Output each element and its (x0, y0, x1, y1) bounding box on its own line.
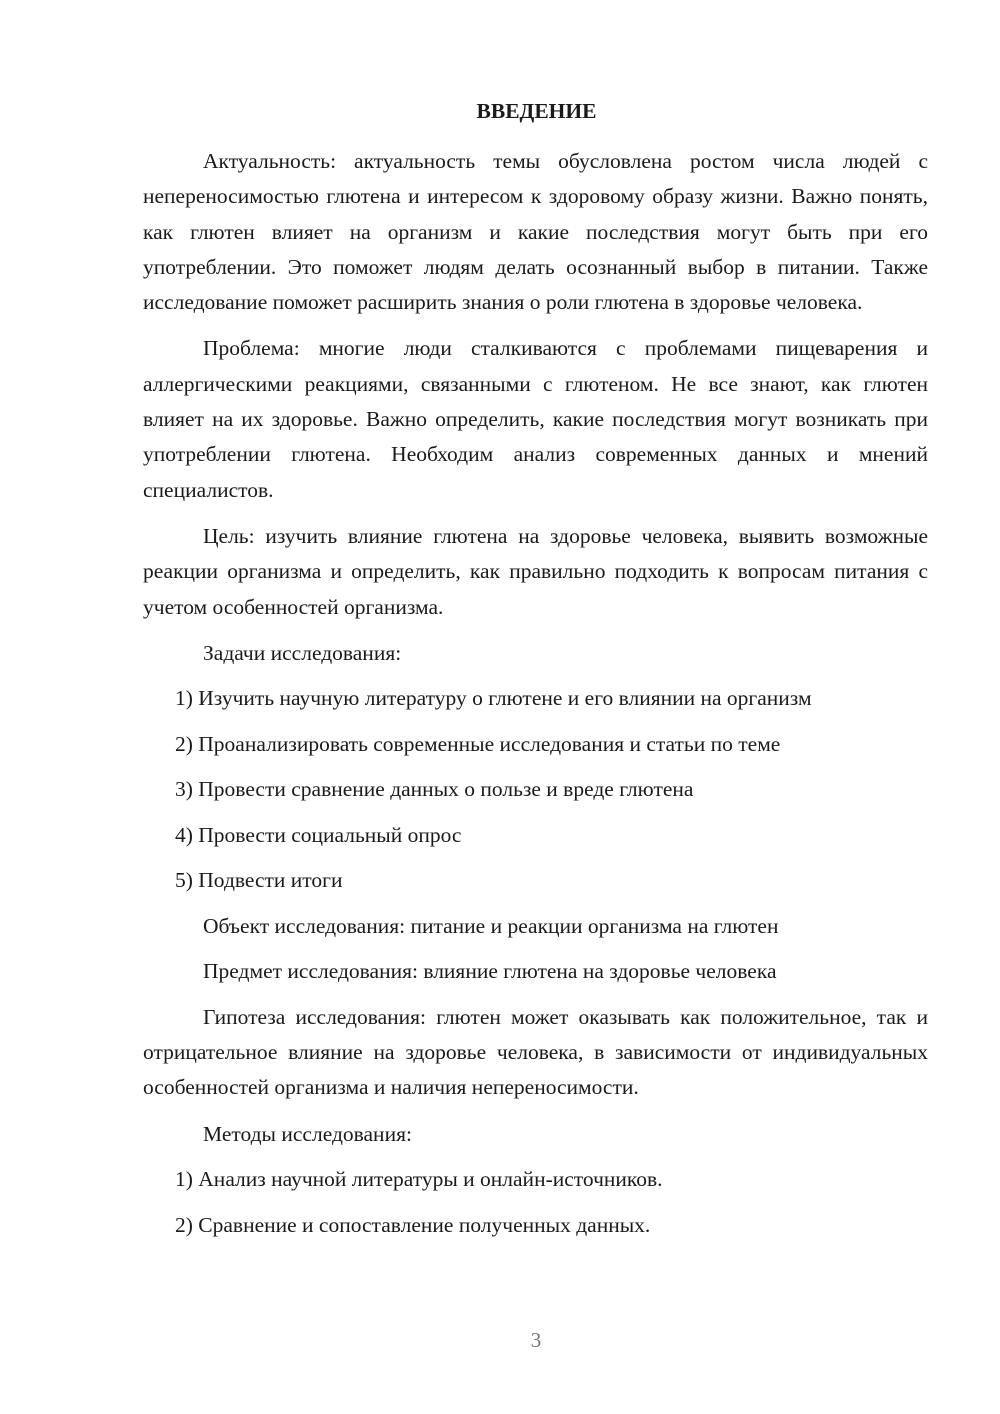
task-item: 1) Изучить научную литературу о глютене и его влиянии на организм (175, 686, 812, 711)
task-item: 2) Проанализировать современные исследования и статьи по теме (175, 731, 781, 756)
method-item: 2) Сравнение и сопоставление полученных данных. (175, 1212, 651, 1237)
goal-paragraph: Цель: изучить влияние глютена на здоровье человека, выявить возможные реакции организма и определить, как правильно подходить к вопросам питания с учетом особенностей организма. (143, 523, 928, 619)
method-item: 1) Анализ научной литературы и онлайн-источников. (175, 1167, 663, 1192)
problem-paragraph: Проблема: многие люди сталкиваются с проблемами пищеварения и аллергическими реакциями, связанными с глютеном. Не все знают, как глютен влияет на их здоровье. Важно определить, какие последствия могут возникать при употреблении глютена. Необходим анализ современных данных и мнений специалистов. (143, 336, 928, 502)
methods-heading: Методы исследования: (203, 1121, 412, 1146)
task-item: 5) Подвести итоги (175, 868, 343, 893)
task-item: 3) Провести сравнение данных о пользе и вреде глютена (175, 777, 694, 802)
research-subject: Предмет исследования: влияние глютена на здоровье человека (203, 959, 777, 984)
hypothesis-paragraph: Гипотеза исследования: глютен может оказывать как положительное, так и отрицательное влияние на здоровье человека, в зависимости от индивидуальных особенностей организма и наличия непереносимости. (143, 1004, 928, 1100)
research-object: Объект исследования: питание и реакции организма на глютен (203, 913, 779, 938)
task-item: 4) Провести социальный опрос (175, 822, 462, 847)
document-page (143, 96, 928, 1253)
relevance-paragraph: Актуальность: актуальность темы обусловлена ростом числа людей с непереносимостью глютена и интересом к здоровому образу жизни. Важно понять, как глютен влияет на организм и какие последствия могут быть при его употреблении. Это поможет людям делать осознанный выбор в питании. Также исследование поможет расширить знания о роли глютена в здоровье человека. (143, 149, 928, 315)
tasks-heading: Задачи исследования: (203, 640, 402, 665)
page-number: 3 (530, 1328, 542, 1352)
section-title: ВВЕДЕНИЕ (476, 99, 597, 123)
